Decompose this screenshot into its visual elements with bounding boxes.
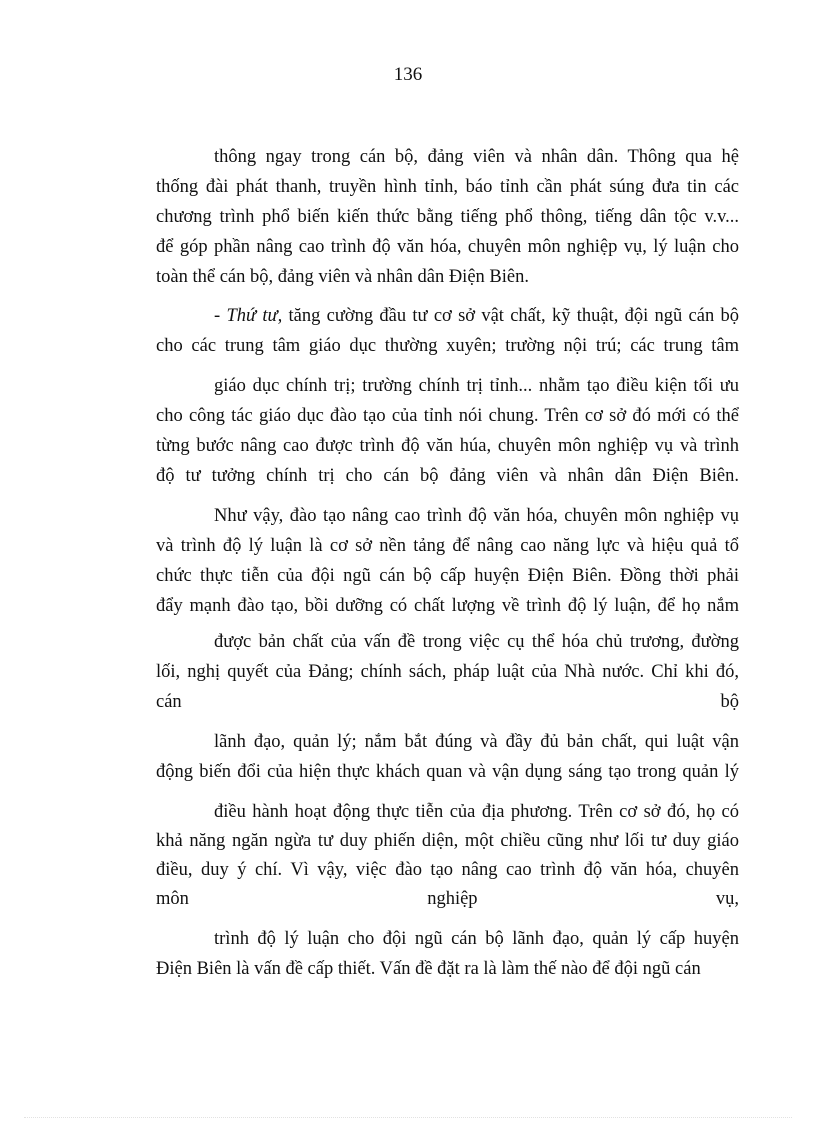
text-line: động biến đổi của hiện thực khách quan và vận dụng sáng tạo trong quản lý — [156, 762, 739, 782]
line-rest: tăng cường đầu tư cơ sở vật chất, kỹ thuật, đội ngũ cán bộ — [282, 306, 739, 326]
text-line: lối, nghị quyết của Đảng; chính sách, pháp luật của Nhà nước. Chỉ khi đó, — [156, 662, 739, 682]
text-line: Như vậy, đào tạo nâng cao trình độ văn hóa, chuyên môn nghiệp vụ — [214, 506, 739, 526]
text-line: để góp phần nâng cao trình độ văn hóa, chuyên môn nghiệp vụ, lý luận cho — [156, 237, 739, 257]
text-line: điều hành hoạt động thực tiễn của địa phương. Trên cơ sở đó, họ có — [214, 802, 739, 822]
text-line: giáo dục chính trị; trường chính trị tỉnh... nhằm tạo điều kiện tối ưu — [214, 376, 739, 396]
text-line: môn nghiệp vụ, — [156, 889, 739, 909]
dash-prefix: - — [214, 306, 227, 326]
text-line: được bản chất của vấn đề trong việc cụ thể hóa chủ trương, đường — [214, 632, 739, 652]
text-line: cho công tác giáo dục đào tạo của tỉnh nói chung. Trên cơ sở đó mới có thể — [156, 406, 739, 426]
bottom-divider — [24, 1117, 792, 1118]
text-line: thống đài phát thanh, truyền hình tỉnh, báo tỉnh cần phát súng đưa tin các — [156, 177, 739, 197]
text-line: chương trình phổ biến kiến thức bằng tiếng phổ thông, tiếng dân tộc v.v... — [156, 207, 739, 227]
text-line: từng bước nâng cao được trình độ văn húa, chuyên môn nghiệp vụ và trình — [156, 436, 739, 456]
text-line: cán bộ — [156, 692, 739, 712]
text-line: khả năng ngăn ngừa tư duy phiến diện, một chiều cũng như lối tư duy giáo — [156, 831, 739, 851]
text-line: Điện Biên là vấn đề cấp thiết. Vấn đề đặt ra là làm thế nào để đội ngũ cán — [156, 959, 701, 979]
text-line: đẩy mạnh đào tạo, bồi dưỡng có chất lượng về trình độ lý luận, để họ nắm — [156, 596, 739, 616]
text-line: độ tư tưởng chính trị cho cán bộ đảng viên và nhân dân Điện Biên. — [156, 466, 739, 486]
text-line: cho các trung tâm giáo dục thường xuyên; trường nội trú; các trung tâm — [156, 336, 739, 356]
text-line: toàn thể cán bộ, đảng viên và nhân dân Điện Biên. — [156, 267, 529, 287]
italic-term: Thứ tư, — [226, 306, 283, 326]
text-line — [214, 304, 739, 328]
text-line: điều, duy ý chí. Vì vậy, việc đào tạo nâng cao trình độ văn hóa, chuyên — [156, 860, 739, 880]
text-line: chức thực tiễn của đội ngũ cán bộ cấp huyện Điện Biên. Đồng thời phải — [156, 566, 739, 586]
text-line: và trình độ lý luận là cơ sở nền tảng để nâng cao năng lực và hiệu quả tổ — [156, 536, 739, 556]
page-number: 136 — [393, 64, 423, 85]
text-line: trình độ lý luận cho đội ngũ cán bộ lãnh đạo, quản lý cấp huyện — [214, 929, 739, 949]
text-line: lãnh đạo, quản lý; nắm bắt đúng và đầy đủ bản chất, qui luật vận — [214, 732, 739, 752]
text-line: thông ngay trong cán bộ, đảng viên và nhân dân. Thông qua hệ — [214, 147, 739, 167]
